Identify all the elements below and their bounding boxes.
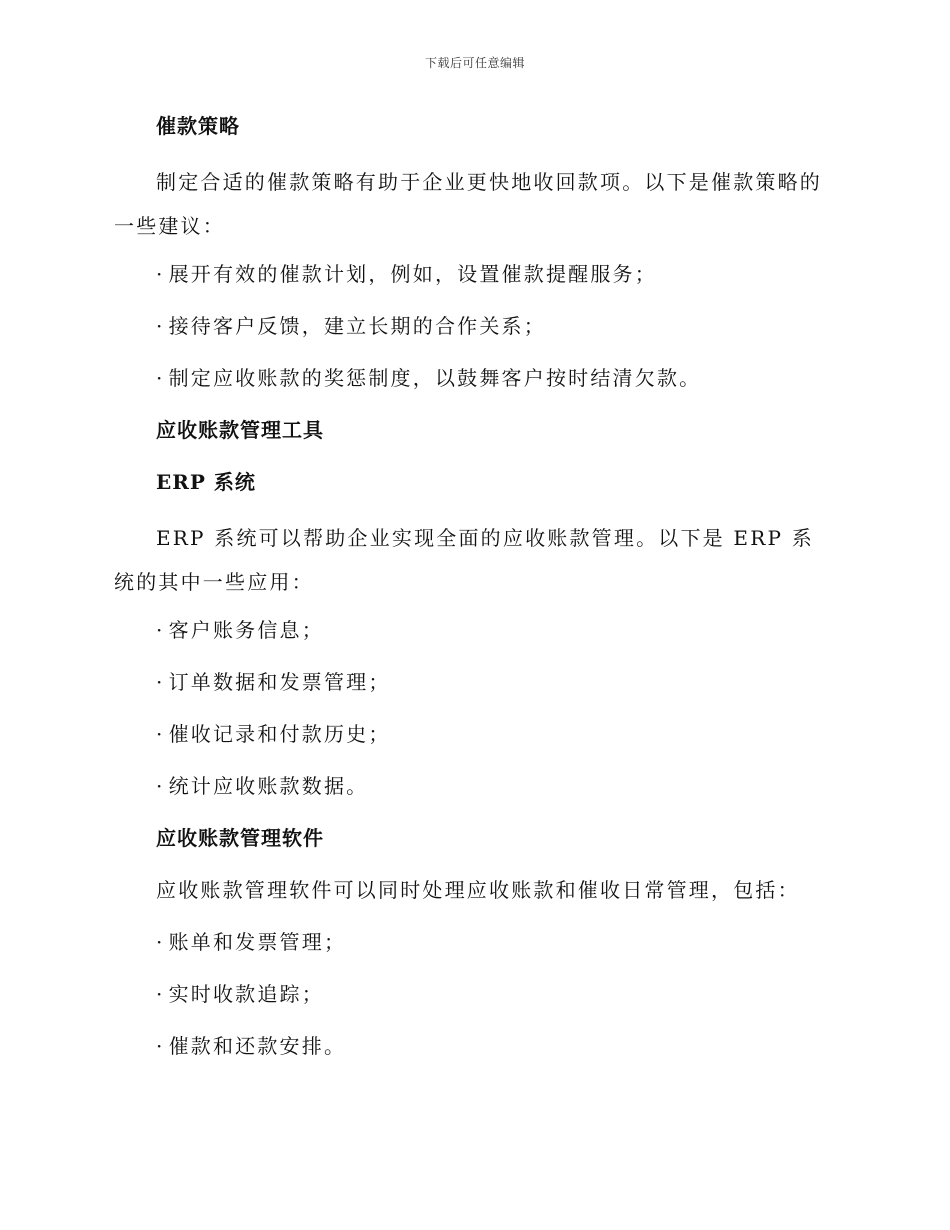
bullet-item <box>114 308 836 344</box>
bullet-text: 统计应收账款数据。 <box>168 774 369 798</box>
bullet-text: 制定应收账款的奖惩制度，以鼓舞客户按时结清欠款。 <box>168 366 702 390</box>
bullet-dot: · <box>156 366 165 390</box>
bullet-dot: · <box>156 670 165 694</box>
bullet-item <box>114 612 836 648</box>
section-heading-ar-software: 应收账款管理软件 <box>156 826 324 850</box>
bullet-dot: · <box>156 1034 165 1058</box>
bullet-dot: · <box>156 618 165 642</box>
bullet-item <box>114 664 836 700</box>
bullet-item <box>114 1028 836 1064</box>
bullet-text: 账单和发票管理； <box>168 930 347 954</box>
section-heading-collection-strategy: 催款策略 <box>156 114 240 138</box>
header-note: 下载后可任意编辑 <box>424 56 525 70</box>
bullet-text: 客户账务信息； <box>168 618 324 642</box>
bullet-item <box>114 716 836 752</box>
section-heading-erp: ERP 系统 <box>156 470 256 494</box>
bullet-text: 催收记录和付款历史； <box>168 722 391 746</box>
bullet-item <box>114 976 836 1012</box>
bullet-text: 接待客户反馈，建立长期的合作关系； <box>168 314 546 338</box>
paragraph-collection-strategy: 制定合适的催款策略有助于企业更快地收回款项。以下是催款策略的一些建议： <box>114 170 822 238</box>
bullet-text: 订单数据和发票管理； <box>168 670 391 694</box>
bullet-item <box>114 256 836 292</box>
bullet-text: 展开有效的催款计划，例如，设置催款提醒服务； <box>168 262 657 286</box>
bullet-dot: · <box>156 982 165 1006</box>
paragraph-ar-software: 应收账款管理软件可以同时处理应收账款和催收日常管理，包括： <box>156 878 800 902</box>
bullet-dot: · <box>156 314 165 338</box>
bullet-text: 催款和还款安排。 <box>168 1034 347 1058</box>
bullet-dot: · <box>156 930 165 954</box>
bullet-text: 实时收款追踪； <box>168 982 324 1006</box>
section-heading-ar-tools: 应收账款管理工具 <box>156 418 324 442</box>
document-body <box>114 108 836 1080</box>
paragraph-erp: ERP 系统可以帮助企业实现全面的应收账款管理。以下是 ERP 系统的其中一些应用： <box>114 526 814 594</box>
bullet-dot: · <box>156 774 165 798</box>
bullet-item <box>114 924 836 960</box>
bullet-item <box>114 768 836 804</box>
bullet-item <box>114 360 836 396</box>
bullet-dot: · <box>156 262 165 286</box>
bullet-dot: · <box>156 722 165 746</box>
